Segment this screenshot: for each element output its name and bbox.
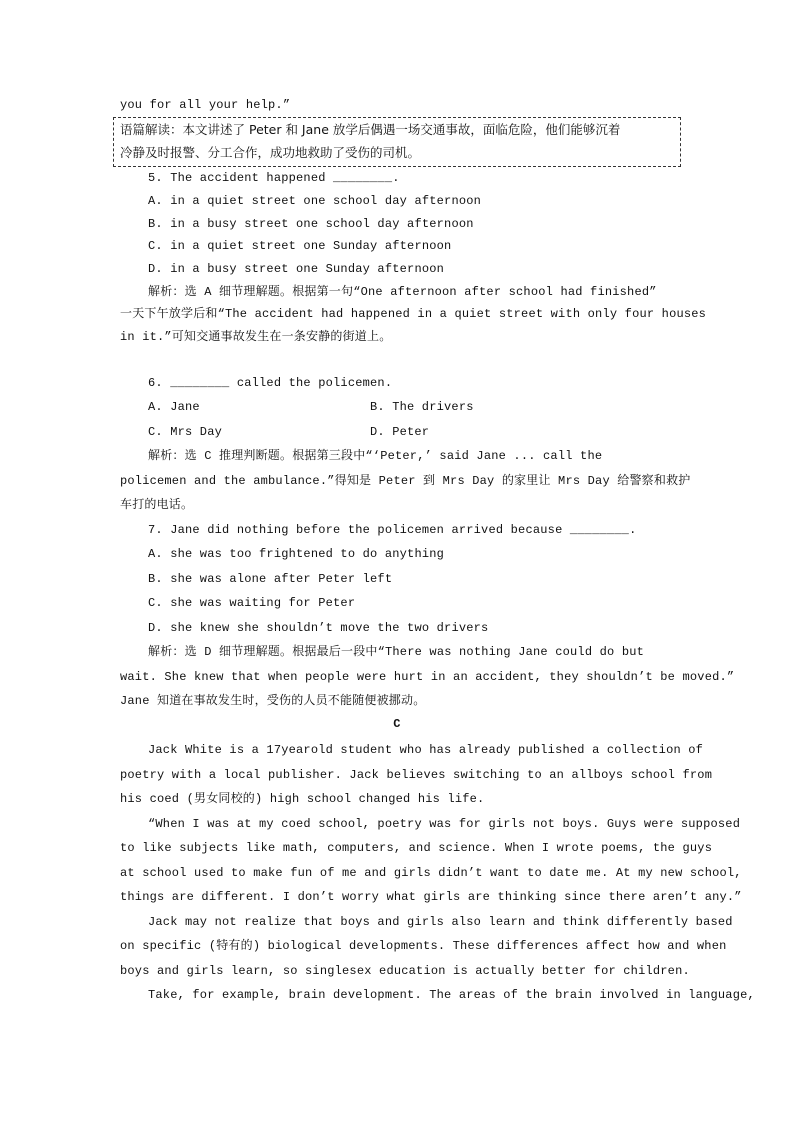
passage-c-p1-line2: poetry with a local publisher. Jack believes switching to an allboys school from bbox=[120, 768, 713, 782]
q7-explanation-3: Jane 知道在事故发生时，受伤的人员不能随便被挪动。 bbox=[120, 694, 426, 708]
q7-explanation-1: 解析：选 D 细节理解题。根据最后一段中“There was nothing Jane could do but bbox=[148, 645, 645, 659]
summary-line-1: 语篇解读：本文讲述了 Peter 和 Jane 放学后偶遇一场交通事故，面临危险，他们能够沉着 bbox=[120, 122, 621, 137]
q7-option-d: D. she knew she shouldn’t move the two drivers bbox=[148, 621, 489, 635]
q6-stem: 6. ________ called the policemen. bbox=[148, 376, 393, 390]
passage-c-p3-line2: on specific (特有的) biological developments. These differences affect how and when bbox=[120, 939, 727, 953]
passage-c-p4-line1: Take, for example, brain development. The areas of the brain involved in language, bbox=[148, 988, 755, 1002]
q7-option-c: C. she was waiting for Peter bbox=[148, 596, 356, 610]
q6-explanation-3: 车打的电话。 bbox=[120, 498, 194, 512]
section-c-heading: C bbox=[393, 717, 401, 731]
q5-explanation-2: 一天下午放学后和“The accident had happened in a quiet street with only four houses bbox=[120, 307, 707, 321]
passage-c-p2-line3: at school used to make fun of me and girls didn’t want to date me. At my new school, bbox=[120, 866, 742, 880]
q5-explanation-3: in it.”可知交通事故发生在一条安静的街道上。 bbox=[120, 330, 392, 344]
q6-option-b: B. The drivers bbox=[370, 400, 474, 414]
intro-end-line: you for all your help.” bbox=[120, 98, 291, 112]
passage-c-p2-line4: things are different. I don’t worry what girls are thinking since there aren’t any.” bbox=[120, 890, 742, 904]
passage-c-p1-line1: Jack White is a 17yearold student who has already published a collection of bbox=[148, 743, 704, 757]
summary-line-2: 冷静及时报警、分工合作，成功地救助了受伤的司机。 bbox=[120, 145, 421, 160]
q6-explanation-2: policemen and the ambulance.”得知是 Peter 到 Mrs Day 的家里让 Mrs Day 给警察和救护 bbox=[120, 474, 691, 488]
q7-option-a: A. she was too frightened to do anything bbox=[148, 547, 445, 561]
q6-option-a: A. Jane bbox=[148, 400, 200, 414]
q5-stem: 5. The accident happened ________. bbox=[148, 171, 400, 185]
q7-stem: 7. Jane did nothing before the policemen arrived because ________. bbox=[148, 523, 637, 537]
q6-option-d: D. Peter bbox=[370, 425, 430, 439]
q7-option-b: B. she was alone after Peter left bbox=[148, 572, 393, 586]
q5-option-d: D. in a busy street one Sunday afternoon bbox=[148, 262, 445, 276]
q5-option-c: C. in a quiet street one Sunday afternoon bbox=[148, 239, 452, 253]
q5-option-a: A. in a quiet street one school day afternoon bbox=[148, 194, 482, 208]
passage-c-p1-line3: his coed (男女同校的) high school changed his life. bbox=[120, 792, 485, 806]
q6-option-c: C. Mrs Day bbox=[148, 425, 223, 439]
q5-explanation-1: 解析：选 A 细节理解题。根据第一句“One afternoon after school had finished” bbox=[148, 285, 657, 299]
passage-c-p3-line3: boys and girls learn, so singlesex education is actually better for children. bbox=[120, 964, 690, 978]
passage-c-p3-line1: Jack may not realize that boys and girls also learn and think differently based bbox=[148, 915, 733, 929]
q5-option-b: B. in a busy street one school day afternoon bbox=[148, 217, 474, 231]
passage-c-p2-line1: “When I was at my coed school, poetry was for girls not boys. Guys were supposed bbox=[148, 817, 741, 831]
passage-c-p2-line2: to like subjects like math, computers, and science. When I wrote poems, the guys bbox=[120, 841, 713, 855]
q7-explanation-2: wait. She knew that when people were hurt in an accident, they shouldn’t be moved.” bbox=[120, 670, 735, 684]
q6-explanation-1: 解析：选 C 推理判断题。根据第三段中“‘Peter,’ said Jane ... call the bbox=[148, 449, 603, 463]
